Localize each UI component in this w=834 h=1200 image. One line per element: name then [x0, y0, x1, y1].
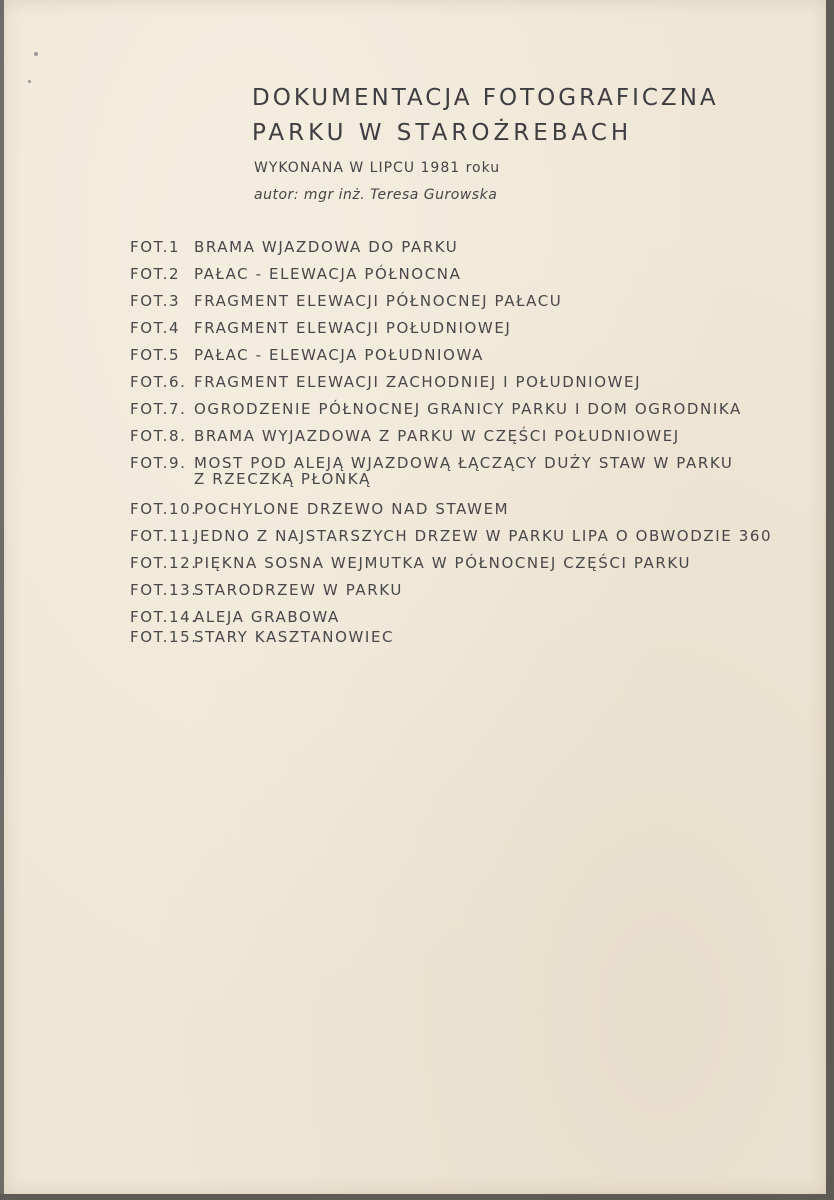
- photo-description: FRAGMENT ELEWACJI POŁUDNIOWEJ: [194, 319, 512, 337]
- document-title-line-1: DOKUMENTACJA FOTOGRAFICZNA: [252, 85, 719, 111]
- photo-description: OGRODZENIE PÓŁNOCNEJ GRANICY PARKU I DOM OGRODNIKA: [194, 400, 742, 418]
- photo-list: [130, 238, 772, 655]
- photo-description: FRAGMENT ELEWACJI ZACHODNIEJ I POŁUDNIOWEJ: [194, 373, 642, 391]
- photo-number: FOT.15.: [130, 628, 198, 646]
- list-item: [130, 454, 772, 500]
- list-item: [130, 628, 772, 655]
- scan-edge-bottom: [0, 1194, 834, 1200]
- paper-speck: [34, 52, 38, 56]
- document-subtitle: WYKONANA W LIPCU 1981 roku: [254, 160, 501, 176]
- list-item: [130, 265, 772, 292]
- list-item: [130, 238, 772, 265]
- photo-description: JEDNO Z NAJSTARSZYCH DRZEW W PARKU LIPA O OBWODZIE 360: [194, 527, 773, 545]
- photo-number: FOT.11.: [130, 527, 198, 545]
- document-page: [4, 0, 826, 1194]
- photo-number: FOT.3: [130, 292, 181, 310]
- photo-description: ALEJA GRABOWA: [194, 608, 340, 626]
- photo-description: PIĘKNA SOSNA WEJMUTKA W PÓŁNOCNEJ CZĘŚCI PARKU: [194, 554, 692, 572]
- photo-description: POCHYLONE DRZEWO NAD STAWEM: [194, 500, 510, 518]
- photo-number: FOT.13.: [130, 581, 198, 599]
- photo-description: PAŁAC - ELEWACJA POŁUDNIOWA: [194, 346, 484, 364]
- photo-description: STARY KASZTANOWIEC: [194, 628, 395, 646]
- paper-speck: [28, 80, 31, 83]
- photo-number: FOT.1: [130, 238, 181, 256]
- photo-description: PAŁAC - ELEWACJA PÓŁNOCNA: [194, 265, 462, 283]
- photo-number: FOT.8.: [130, 427, 187, 445]
- photo-number: FOT.9.: [130, 454, 187, 472]
- photo-number: FOT.6.: [130, 373, 187, 391]
- document-title-line-2: PARKU W STAROŻREBACH: [252, 120, 633, 146]
- photo-description: MOST POD ALEJĄ WJAZDOWĄ ŁĄCZĄCY DUŻY STAW W PARKU: [194, 454, 734, 472]
- list-item: [130, 292, 772, 319]
- list-item: [130, 527, 772, 554]
- list-item: [130, 346, 772, 373]
- list-item: [130, 373, 772, 400]
- photo-number: FOT.2: [130, 265, 181, 283]
- photo-description: STARODRZEW W PARKU: [194, 581, 403, 599]
- list-item: [130, 427, 772, 454]
- photo-number: FOT.5: [130, 346, 181, 364]
- photo-description: BRAMA WJAZDOWA DO PARKU: [194, 238, 459, 256]
- photo-number: FOT.4: [130, 319, 181, 337]
- photo-description: BRAMA WYJAZDOWA Z PARKU W CZĘŚCI POŁUDNIOWEJ: [194, 427, 680, 445]
- photo-description-continuation: Z RZECZKĄ PŁONKĄ: [194, 470, 372, 488]
- list-item: [130, 608, 772, 628]
- scan-edge-right: [826, 0, 834, 1200]
- list-item: [130, 500, 772, 527]
- list-item: [130, 400, 772, 427]
- photo-description: FRAGMENT ELEWACJI PÓŁNOCNEJ PAŁACU: [194, 292, 563, 310]
- photo-number: FOT.12.: [130, 554, 198, 572]
- document-author: autor: mgr inż. Teresa Gurowska: [254, 187, 498, 203]
- photo-number: FOT.14.: [130, 608, 198, 626]
- list-item: [130, 554, 772, 581]
- photo-number: FOT.10.: [130, 500, 198, 518]
- list-item: [130, 581, 772, 608]
- photo-number: FOT.7.: [130, 400, 187, 418]
- list-item: [130, 319, 772, 346]
